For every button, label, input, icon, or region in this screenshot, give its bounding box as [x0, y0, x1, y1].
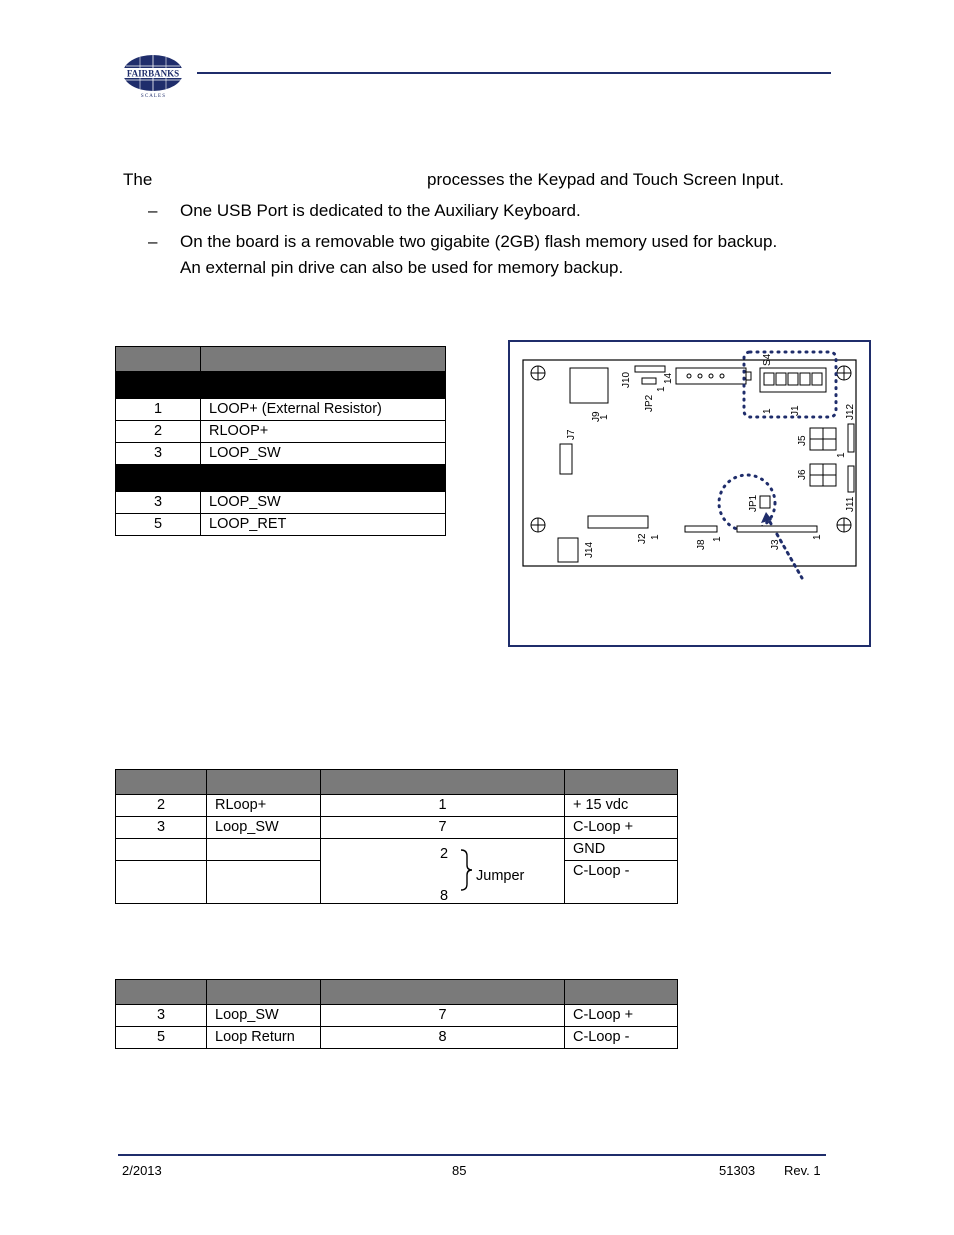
j1-label: J1 [790, 405, 801, 416]
footer-rule [118, 1154, 826, 1156]
j3-pin-label: 1 [812, 534, 823, 540]
mounting-hole-icon [531, 518, 545, 532]
jp1-label: JP1 [748, 494, 759, 512]
page-number: 85 [452, 1163, 467, 1178]
intro-trailing: processes the Keypad and Touch Screen Input. [427, 170, 784, 189]
header-rule [197, 72, 831, 74]
j2-label: J2 [637, 533, 648, 544]
j3-header [737, 526, 817, 532]
j1-pin-label: 1 [762, 408, 773, 414]
table-row: GND [116, 839, 678, 861]
loop-pinout-table [115, 346, 446, 536]
j2-header [588, 516, 648, 528]
table-row: 2 RLoop+ 1 + 15 vdc [116, 795, 678, 817]
jp2-jumper [642, 378, 656, 384]
jp2-pin-label: 1 [656, 386, 667, 392]
jumper-pin-bottom: 8 [439, 888, 449, 904]
table-row: 2 RLOOP+ [116, 421, 446, 443]
j7-header [560, 444, 572, 474]
footer-doc-number: 51303 [719, 1163, 756, 1178]
mounting-hole-icon [837, 518, 851, 532]
wiring-table-2 [115, 979, 678, 1049]
table-row: C-Loop - [116, 861, 678, 904]
j9-connector [570, 368, 608, 403]
table-section-row [116, 465, 446, 492]
table-header-row [116, 347, 446, 372]
bullet-text: One USB Port is dedicated to the Auxiliary Keyboard. [180, 201, 581, 220]
table-row: 3 LOOP_SW [116, 492, 446, 514]
table-row: 3 Loop_SW 7 C-Loop + [116, 1005, 678, 1027]
jumper-brace-icon [458, 848, 476, 892]
intro-lead: The [123, 170, 153, 189]
j10-label: J10 [621, 371, 632, 388]
j8-label: J8 [696, 539, 707, 550]
logo-name: FAIRBANKS [126, 68, 180, 79]
j11-label: J11 [845, 496, 856, 512]
j12-header [848, 424, 854, 452]
table-row: 3 LOOP_SW [116, 443, 446, 465]
s4-label: S4 [762, 353, 773, 366]
j7-label: J7 [566, 429, 577, 440]
fairbanks-logo [120, 52, 186, 98]
j9-pin-label: 1 [599, 414, 610, 420]
mounting-hole-icon [837, 366, 851, 380]
j12-pin-label: 1 [836, 452, 847, 458]
j6-label: J6 [797, 469, 808, 480]
table-header-row [116, 770, 678, 795]
j9-label: J9 [591, 411, 602, 422]
j8-pin-label: 1 [712, 536, 723, 542]
table-row: 1 LOOP+ (External Resistor) [116, 399, 446, 421]
table-row: 5 LOOP_RET [116, 514, 446, 536]
table-header-row [116, 980, 678, 1005]
table-row: 5 Loop Return 8 C-Loop - [116, 1027, 678, 1049]
wiring-table-1 [115, 769, 678, 904]
jp1-jumper [760, 496, 770, 508]
jumper-pin-top: 2 [439, 846, 449, 862]
j5-label: J5 [797, 435, 808, 446]
table-section-row [116, 372, 446, 399]
logo-sub: S C A L E S [140, 94, 166, 98]
jp2-label: JP2 [644, 394, 655, 412]
j3-label: J3 [770, 539, 781, 550]
j11-header [848, 466, 854, 492]
table-row: 3 Loop_SW 7 C-Loop + [116, 817, 678, 839]
footer-date: 2/2013 [122, 1163, 162, 1178]
j10-pin-label: 14 [663, 372, 674, 384]
j14-label: J14 [584, 541, 595, 558]
bullet-item: – One USB Port is dedicated to the Auxiliary Keyboard. [148, 198, 808, 224]
j14-connector [558, 538, 578, 562]
board-diagram [508, 340, 871, 647]
footer-revision: Rev. 1 [784, 1163, 821, 1178]
j2-pin-label: 1 [650, 534, 661, 540]
j12-label: J12 [845, 403, 856, 420]
bullet-text: On the board is a removable two gigabite (2GB) flash memory used for backup. An external pin drive can also be used for memory backup. [180, 232, 778, 277]
j10-header [635, 366, 665, 372]
jumper-label: Jumper [476, 868, 525, 884]
bullet-item: – On the board is a removable two gigabite (2GB) flash memory used for backup. An external pin drive can also be used for memory backup. [148, 229, 808, 281]
j8-header [685, 526, 717, 532]
mounting-hole-icon [531, 366, 545, 380]
